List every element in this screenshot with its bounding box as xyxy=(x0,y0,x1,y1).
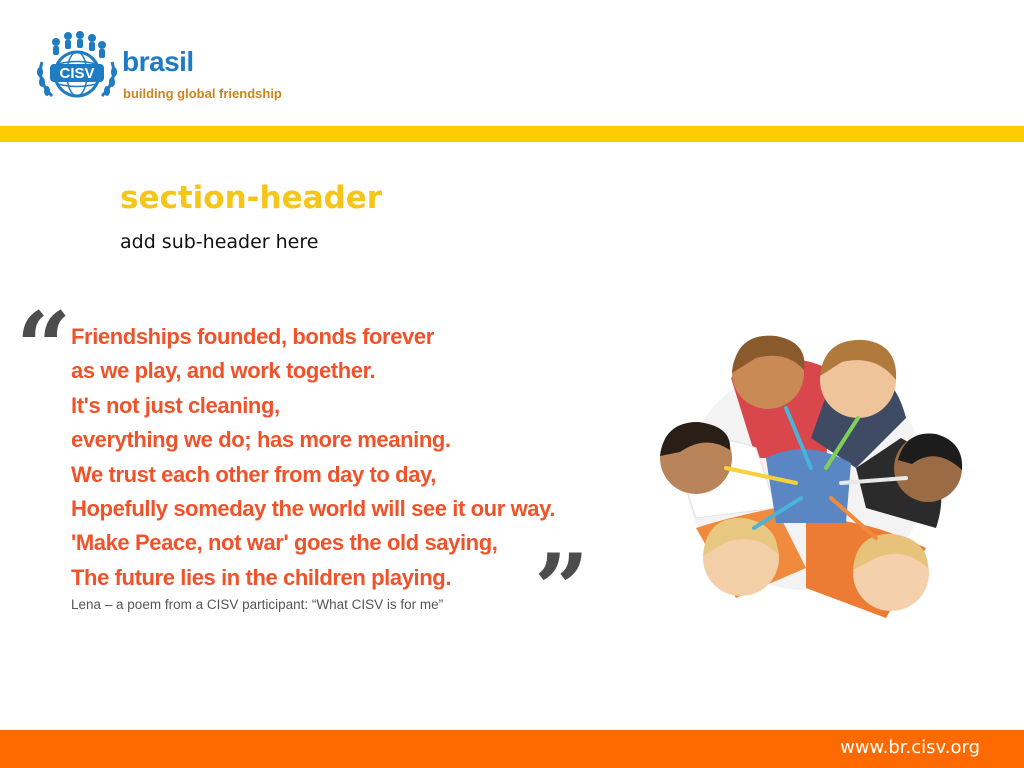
footer-bar xyxy=(0,730,1024,768)
section-header: section-header xyxy=(120,180,383,216)
close-quote-icon: ” xyxy=(534,533,584,646)
sub-header: add sub-header here xyxy=(120,231,319,253)
open-quote-icon: “ xyxy=(16,291,66,404)
poem-attribution: Lena – a poem from a CISV participant: “What CISV is for me” xyxy=(71,597,444,612)
logo-emblem-text: CISV xyxy=(59,65,95,82)
footer-website-link[interactable]: www.br.cisv.org xyxy=(840,737,980,758)
poem-line: Friendships founded, bonds forever xyxy=(71,324,434,349)
poem-line: The future lies in the children playing. xyxy=(71,564,452,590)
poem-line: as we play, and work together. xyxy=(71,358,376,384)
cisv-globe-emblem-icon xyxy=(32,28,122,104)
poem-line: 'Make Peace, not war' goes the old saying, xyxy=(71,530,498,556)
poem-line: We trust each other from day to day, xyxy=(71,461,436,487)
poem-line: It's not just cleaning, xyxy=(71,392,280,418)
poem-line: Hopefully someday the world will see it our way. xyxy=(71,496,556,522)
logo-tagline: building global friendship xyxy=(123,86,282,101)
cisv-brasil-logo xyxy=(32,28,302,108)
logo-brand-name: brasil xyxy=(122,46,194,77)
top-yellow-stripe xyxy=(0,126,1024,142)
poem-line: everything we do; has more meaning. xyxy=(71,427,451,453)
children-circle-photo-icon xyxy=(636,318,976,630)
